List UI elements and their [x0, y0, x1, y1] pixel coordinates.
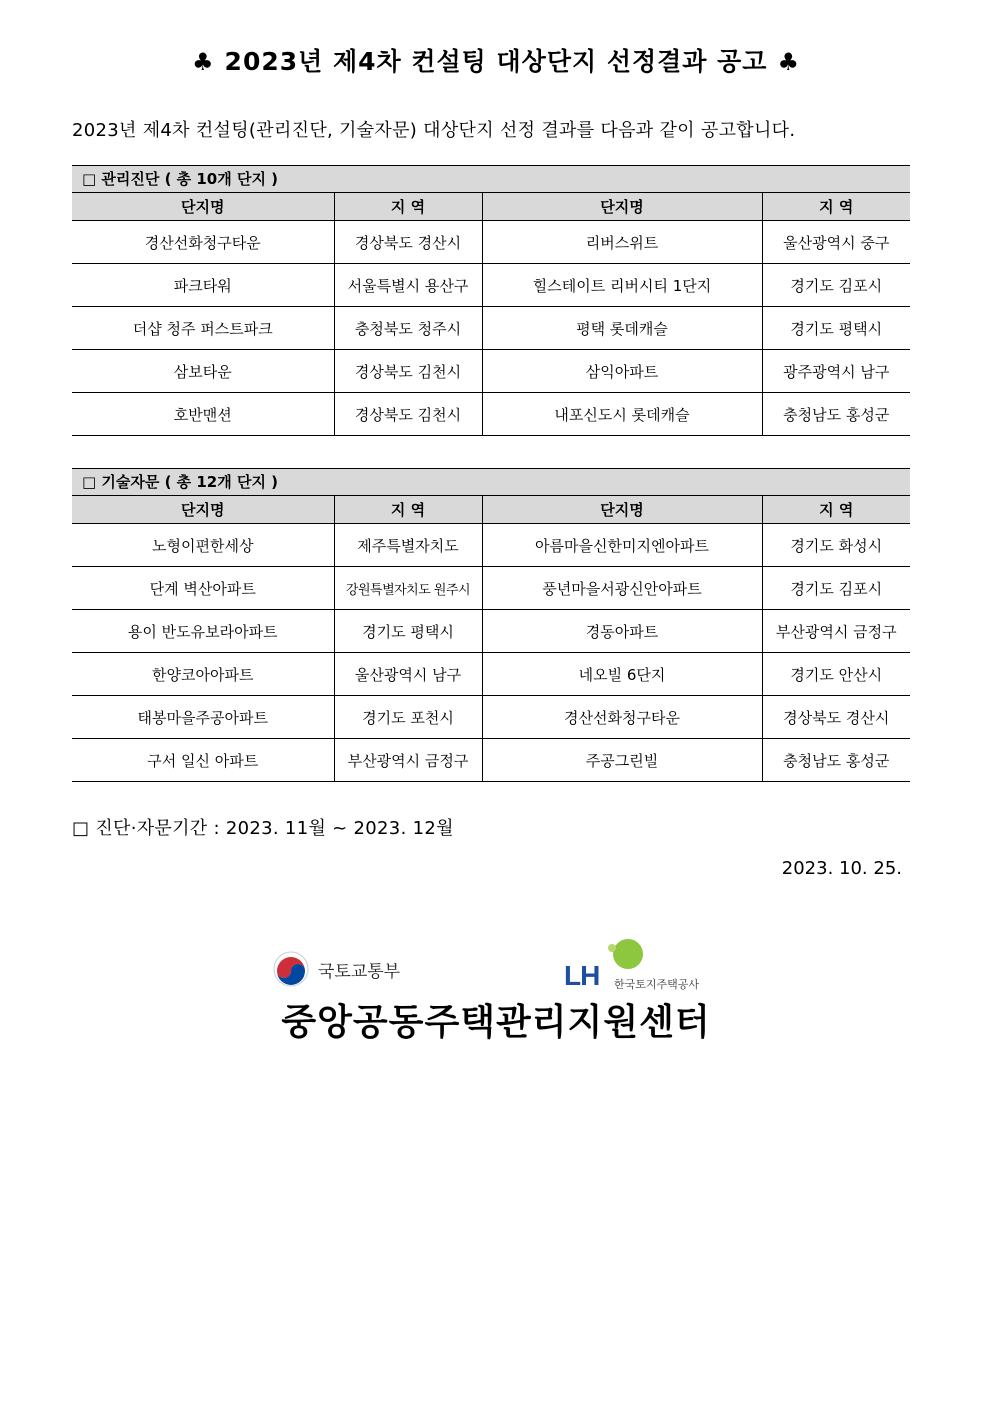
column-header: 지 역 — [334, 496, 482, 524]
complex-name: 노형이편한세상 — [72, 524, 334, 567]
complex-name: 리버스위트 — [482, 221, 762, 264]
complex-name: 삼익아파트 — [482, 350, 762, 393]
complex-name: 단계 벽산아파트 — [72, 567, 334, 610]
complex-name: 삼보타운 — [72, 350, 334, 393]
section-heading: □ 관리진단 ( 총 10개 단지 ) — [72, 165, 910, 192]
technical-advice-table — [72, 495, 910, 782]
region: 부산광역시 금정구 — [334, 739, 482, 782]
molit-logo — [272, 950, 400, 988]
consulting-period: □ 진단·자문기간 : 2023. 11월 ~ 2023. 12월 — [72, 818, 454, 839]
region: 부산광역시 금정구 — [762, 610, 910, 653]
column-header: 단지명 — [482, 193, 762, 221]
table-row — [72, 696, 910, 739]
complex-name: 한양코아아파트 — [72, 653, 334, 696]
column-header: 단지명 — [72, 193, 334, 221]
column-header: 지 역 — [762, 193, 910, 221]
region: 강원특별자치도 원주시 — [334, 567, 482, 610]
region: 울산광역시 중구 — [762, 221, 910, 264]
table-row — [72, 739, 910, 782]
table-row — [72, 264, 910, 307]
announcement-date: 2023. 10. 25. — [781, 858, 902, 879]
complex-name: 내포신도시 롯데캐슬 — [482, 393, 762, 436]
table-header-row — [72, 496, 910, 524]
molit-name: 국토교통부 — [318, 961, 401, 982]
region: 경상북도 김천시 — [334, 393, 482, 436]
diagnosis-table — [72, 192, 910, 436]
region: 경기도 안산시 — [762, 653, 910, 696]
region: 경상북도 김천시 — [334, 350, 482, 393]
section-heading: □ 기술자문 ( 총 12개 단지 ) — [72, 468, 910, 495]
complex-name: 아름마을신한미지엔아파트 — [482, 524, 762, 567]
table-row — [72, 610, 910, 653]
region: 광주광역시 남구 — [762, 350, 910, 393]
region: 경기도 평택시 — [762, 307, 910, 350]
region: 경기도 김포시 — [762, 567, 910, 610]
complex-name: 풍년마을서광신안아파트 — [482, 567, 762, 610]
section-technical-advice — [72, 468, 910, 782]
column-header: 단지명 — [482, 496, 762, 524]
complex-name: 힐스테이트 리버시티 1단지 — [482, 264, 762, 307]
taegeuk-icon — [272, 950, 310, 988]
lh-mark: LH — [564, 960, 600, 991]
column-header: 단지명 — [72, 496, 334, 524]
table-row — [72, 524, 910, 567]
complex-name: 더샵 청주 퍼스트파크 — [72, 307, 334, 350]
club-icon: ♣ — [777, 48, 800, 76]
column-header: 지 역 — [334, 193, 482, 221]
region: 경기도 평택시 — [334, 610, 482, 653]
complex-name: 구서 일신 아파트 — [72, 739, 334, 782]
lh-logo — [564, 938, 724, 996]
complex-name: 평택 롯데캐슬 — [482, 307, 762, 350]
table-row — [72, 393, 910, 436]
complex-name: 용이 반도유보라아파트 — [72, 610, 334, 653]
region: 경기도 화성시 — [762, 524, 910, 567]
region: 경상북도 경산시 — [762, 696, 910, 739]
complex-name: 호반맨션 — [72, 393, 334, 436]
complex-name: 태봉마을주공아파트 — [72, 696, 334, 739]
region: 충청남도 홍성군 — [762, 393, 910, 436]
complex-name: 파크타워 — [72, 264, 334, 307]
region: 제주특별자치도 — [334, 524, 482, 567]
intro-text: 2023년 제4차 컨설팅(관리진단, 기술자문) 대상단지 선정 결과를 다음과 같이 공고합니다. — [72, 120, 796, 141]
region: 충청남도 홍성군 — [762, 739, 910, 782]
complex-name: 경동아파트 — [482, 610, 762, 653]
region: 충청북도 청주시 — [334, 307, 482, 350]
column-header: 지 역 — [762, 496, 910, 524]
complex-name: 주공그린빌 — [482, 739, 762, 782]
lh-name: 한국토지주택공사 — [614, 978, 700, 991]
center-name: 중앙공동주택관리지원센터 — [281, 1002, 711, 1043]
region: 울산광역시 남구 — [334, 653, 482, 696]
table-row — [72, 221, 910, 264]
table-row — [72, 567, 910, 610]
table-row — [72, 653, 910, 696]
region: 경상북도 경산시 — [334, 221, 482, 264]
page-title — [0, 42, 992, 78]
table-row — [72, 350, 910, 393]
section-diagnosis — [72, 165, 910, 436]
table-header-row — [72, 193, 910, 221]
complex-name: 경산선화청구타운 — [72, 221, 334, 264]
table-row — [72, 307, 910, 350]
region: 서울특별시 용산구 — [334, 264, 482, 307]
title-text: 2023년 제4차 컨설팅 대상단지 선정결과 공고 — [224, 47, 768, 76]
region: 경기도 포천시 — [334, 696, 482, 739]
region: 경기도 김포시 — [762, 264, 910, 307]
complex-name: 네오빌 6단지 — [482, 653, 762, 696]
complex-name: 경산선화청구타운 — [482, 696, 762, 739]
club-icon: ♣ — [192, 48, 215, 76]
